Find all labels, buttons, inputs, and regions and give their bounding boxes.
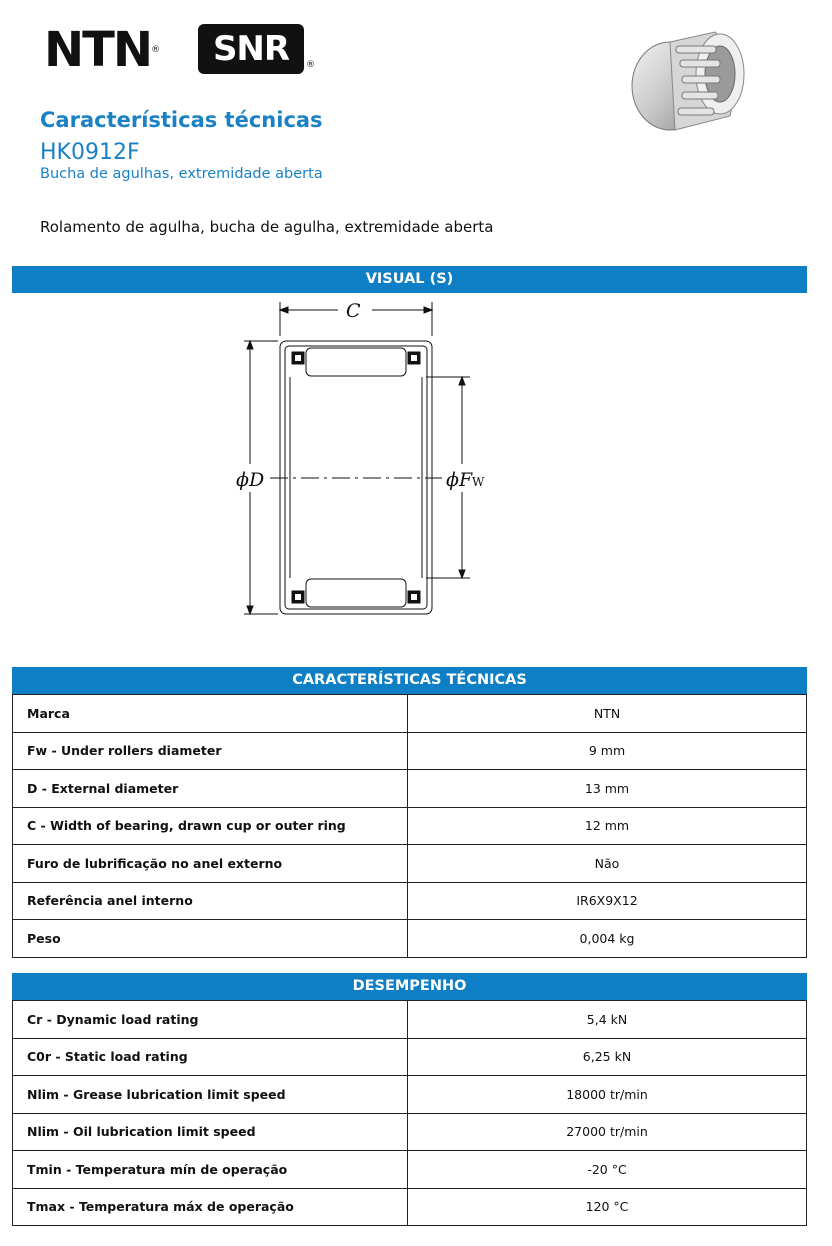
bearing-product-image xyxy=(620,18,750,136)
spec-label: Fw - Under rollers diameter xyxy=(13,732,408,770)
spec-label: Referência anel interno xyxy=(13,882,408,920)
spec-label: Peso xyxy=(13,920,408,958)
visual-section-header: VISUAL (S) xyxy=(12,266,807,293)
technical-table xyxy=(12,694,807,958)
performance-table xyxy=(12,1000,807,1226)
spec-value: Não xyxy=(408,845,807,883)
spec-value: IR6X9X12 xyxy=(408,882,807,920)
spec-label: Tmin - Temperatura mín de operação xyxy=(13,1151,408,1189)
ntn-logo xyxy=(44,22,161,78)
snr-logo xyxy=(198,24,304,74)
spec-value: 13 mm xyxy=(408,770,807,808)
product-description: Rolamento de agulha, bucha de agulha, extremidade aberta xyxy=(40,218,494,236)
table-row xyxy=(13,1076,807,1114)
dimension-label-fw-suffix: W xyxy=(472,475,485,489)
spec-value: 12 mm xyxy=(408,807,807,845)
product-subtitle: Bucha de agulhas, extremidade aberta xyxy=(40,166,323,182)
dimension-label-c: C xyxy=(346,300,361,322)
ntn-registered-mark: ® xyxy=(151,45,161,55)
spec-value: 9 mm xyxy=(408,732,807,770)
spec-value: 5,4 kN xyxy=(408,1001,807,1039)
product-model: HK0912F xyxy=(40,140,140,165)
spec-label: Nlim - Grease lubrication limit speed xyxy=(13,1076,408,1114)
page-title: Características técnicas xyxy=(40,108,323,132)
spec-label: D - External diameter xyxy=(13,770,408,808)
table-row xyxy=(13,1188,807,1226)
spec-label: C - Width of bearing, drawn cup or outer ring xyxy=(13,807,408,845)
table-row xyxy=(13,1151,807,1189)
snr-logo-text: SNR xyxy=(212,29,290,69)
performance-section-header: DESEMPENHO xyxy=(12,973,807,1000)
bearing-technical-drawing xyxy=(230,296,490,622)
dimension-label-fw: ϕF xyxy=(446,469,473,491)
table-row xyxy=(13,770,807,808)
spec-label: Cr - Dynamic load rating xyxy=(13,1001,408,1039)
table-row xyxy=(13,1038,807,1076)
spec-value: 27000 tr/min xyxy=(408,1113,807,1151)
spec-label: Furo de lubrificação no anel externo xyxy=(13,845,408,883)
dimension-label-d: ϕD xyxy=(236,469,265,491)
spec-value: 0,004 kg xyxy=(408,920,807,958)
table-row xyxy=(13,807,807,845)
spec-value: 18000 tr/min xyxy=(408,1076,807,1114)
table-row xyxy=(13,882,807,920)
table-row xyxy=(13,845,807,883)
spec-label: C0r - Static load rating xyxy=(13,1038,408,1076)
spec-value: 6,25 kN xyxy=(408,1038,807,1076)
table-row xyxy=(13,1001,807,1039)
spec-value: -20 °C xyxy=(408,1151,807,1189)
table-row xyxy=(13,695,807,733)
table-row xyxy=(13,920,807,958)
snr-registered-mark: ® xyxy=(306,60,315,70)
spec-value: 120 °C xyxy=(408,1188,807,1226)
spec-label: Nlim - Oil lubrication limit speed xyxy=(13,1113,408,1151)
spec-value: NTN xyxy=(408,695,807,733)
spec-label: Marca xyxy=(13,695,408,733)
table-row xyxy=(13,1113,807,1151)
ntn-logo-text: NTN xyxy=(44,22,152,78)
spec-label: Tmax - Temperatura máx de operação xyxy=(13,1188,408,1226)
table-row xyxy=(13,732,807,770)
technical-section-header: CARACTERÍSTICAS TÉCNICAS xyxy=(12,667,807,694)
